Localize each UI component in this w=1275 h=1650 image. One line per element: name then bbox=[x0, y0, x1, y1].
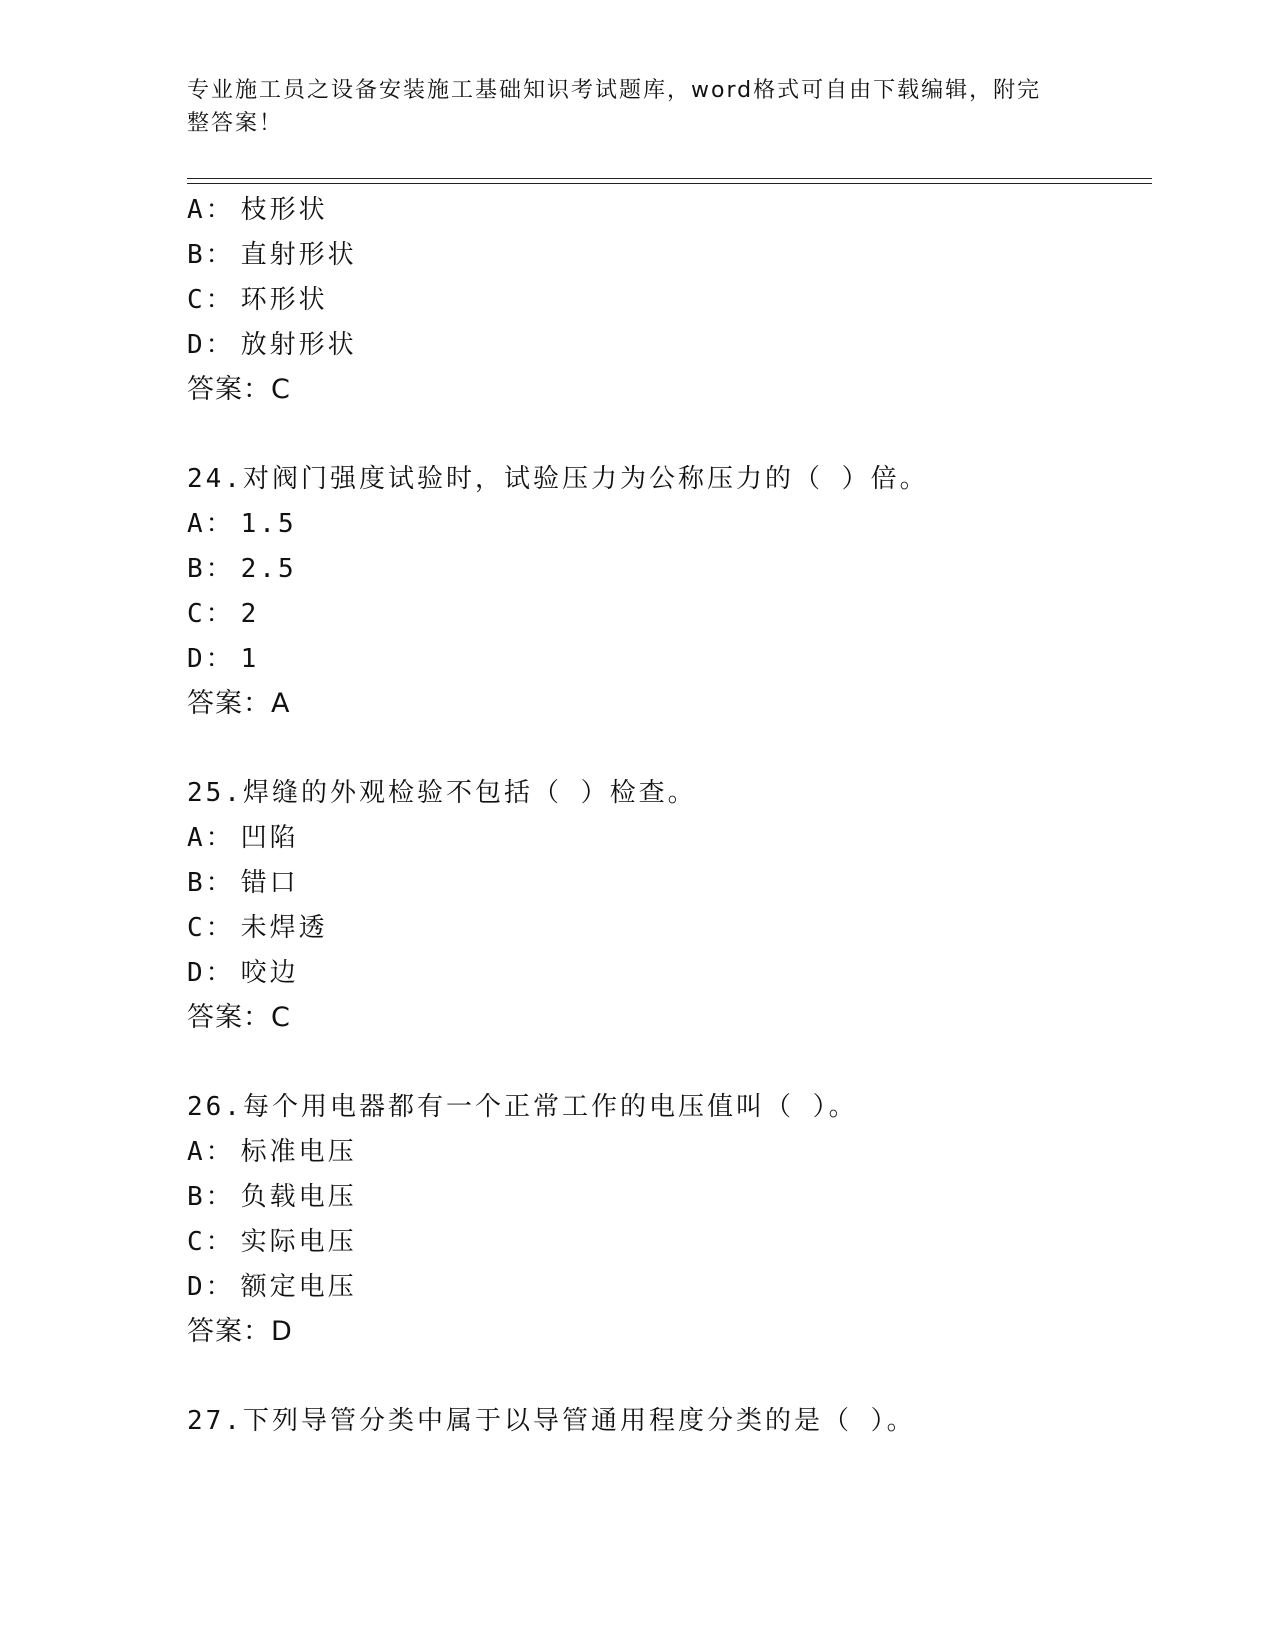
option-letter: C： bbox=[187, 913, 235, 943]
answer-line: 答案：C bbox=[187, 1002, 291, 1033]
header-divider-bottom bbox=[187, 183, 1152, 184]
option-text: 直射形状 bbox=[240, 240, 357, 270]
option-a bbox=[187, 507, 297, 541]
option-letter: D： bbox=[187, 1272, 235, 1302]
option-b bbox=[187, 1180, 357, 1214]
header-line-1: 专业施工员之设备安装施工基础知识考试题库，word格式可自由下载编辑，附完 bbox=[187, 78, 1042, 103]
option-text: 额定电压 bbox=[240, 1272, 357, 1302]
option-letter: A： bbox=[187, 509, 235, 539]
question-stem: 26.每个用电器都有一个正常工作的电压值叫（ ）。 bbox=[187, 1092, 858, 1122]
answer-line: 答案：D bbox=[187, 1316, 293, 1347]
option-c bbox=[187, 597, 259, 631]
option-letter: C： bbox=[187, 1227, 235, 1257]
question-stem: 27.下列导管分类中属于以导管通用程度分类的是（ ）。 bbox=[187, 1406, 916, 1436]
option-text: 2.5 bbox=[240, 554, 297, 584]
option-letter: A： bbox=[187, 1137, 235, 1167]
option-d bbox=[187, 328, 357, 362]
option-b bbox=[187, 238, 357, 272]
option-a bbox=[187, 1135, 357, 1169]
question-stem: 24.对阀门强度试验时，试验压力为公称压力的（ ）倍。 bbox=[187, 464, 929, 494]
option-d bbox=[187, 1270, 357, 1304]
option-text: 错口 bbox=[240, 868, 299, 898]
option-text: 环形状 bbox=[240, 285, 328, 315]
option-letter: A： bbox=[187, 195, 235, 225]
option-a bbox=[187, 821, 299, 855]
option-text: 1 bbox=[240, 644, 260, 674]
option-text: 2 bbox=[240, 599, 260, 629]
option-letter: B： bbox=[187, 240, 235, 270]
option-letter: C： bbox=[187, 285, 235, 315]
option-d bbox=[187, 642, 259, 676]
document-header bbox=[187, 74, 1067, 140]
option-text: 枝形状 bbox=[240, 195, 328, 225]
option-letter: B： bbox=[187, 868, 235, 898]
option-b bbox=[187, 552, 297, 586]
option-text: 标准电压 bbox=[240, 1137, 357, 1167]
option-letter: D： bbox=[187, 958, 235, 988]
option-text: 1.5 bbox=[240, 509, 297, 539]
option-letter: D： bbox=[187, 330, 235, 360]
option-b bbox=[187, 866, 299, 900]
header-line-2: 整答案！ bbox=[187, 111, 284, 136]
answer-line: 答案：A bbox=[187, 688, 291, 719]
option-letter: C： bbox=[187, 599, 235, 629]
option-text: 负载电压 bbox=[240, 1182, 357, 1212]
option-text: 凹陷 bbox=[240, 823, 299, 853]
option-text: 咬边 bbox=[240, 958, 299, 988]
option-letter: B： bbox=[187, 554, 235, 584]
option-letter: A： bbox=[187, 823, 235, 853]
option-letter: D： bbox=[187, 644, 235, 674]
answer-line: 答案：C bbox=[187, 374, 291, 405]
option-c bbox=[187, 283, 328, 317]
option-letter: B： bbox=[187, 1182, 235, 1212]
option-c bbox=[187, 911, 328, 945]
option-c bbox=[187, 1225, 357, 1259]
option-text: 实际电压 bbox=[240, 1227, 357, 1257]
header-divider-top bbox=[187, 178, 1152, 179]
question-stem: 25.焊缝的外观检验不包括（ ）检查。 bbox=[187, 778, 697, 808]
option-text: 放射形状 bbox=[240, 330, 357, 360]
option-text: 未焊透 bbox=[240, 913, 328, 943]
option-a bbox=[187, 193, 328, 227]
option-d bbox=[187, 956, 299, 990]
